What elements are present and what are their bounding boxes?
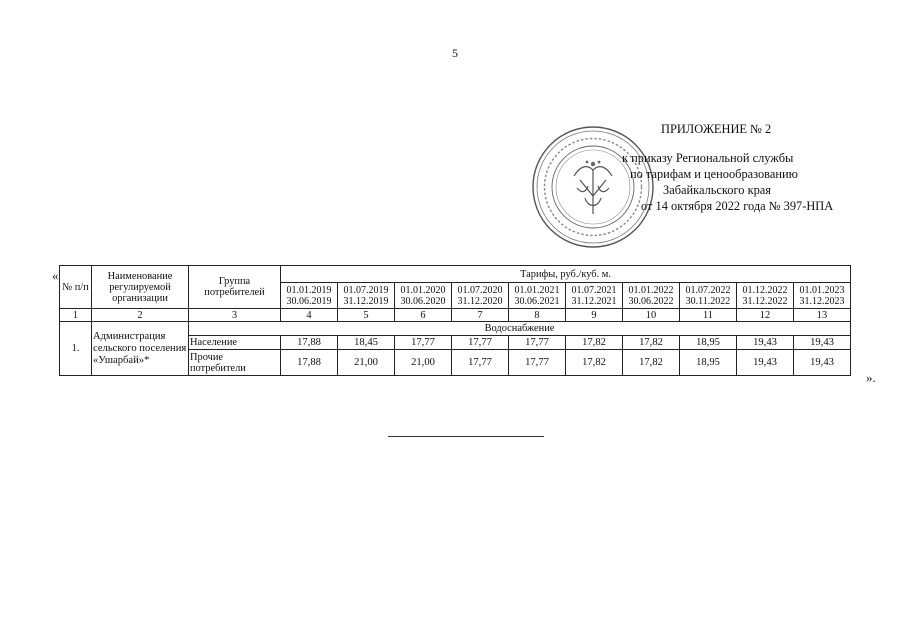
tariff-value: 21,00 <box>395 350 452 376</box>
appendix-line: от 14 октября 2022 года № 397-НПА <box>641 199 834 213</box>
tariff-value: 19,43 <box>794 336 851 350</box>
col-number: 3 <box>189 309 281 322</box>
page-number: 5 <box>452 46 458 60</box>
header-group: Группа потребителей <box>189 266 281 309</box>
period-cell: 01.01.2022 30.06.2022 <box>623 283 680 309</box>
tariff-value: 17,82 <box>623 336 680 350</box>
tariff-value: 17,88 <box>281 350 338 376</box>
footer-divider <box>388 436 544 437</box>
period-cell: 01.01.2021 30.06.2021 <box>509 283 566 309</box>
tariff-value: 18,95 <box>680 336 737 350</box>
col-number: 1 <box>60 309 92 322</box>
header-tariffs: Тарифы, руб./куб. м. <box>281 266 851 283</box>
col-number: 2 <box>92 309 189 322</box>
tariff-value: 17,77 <box>509 350 566 376</box>
period-cell: 01.01.2019 30.06.2019 <box>281 283 338 309</box>
tariff-value: 17,82 <box>623 350 680 376</box>
tariff-table <box>59 265 851 376</box>
tariff-value: 19,43 <box>794 350 851 376</box>
period-cell: 01.01.2023 31.12.2023 <box>794 283 851 309</box>
col-number: 6 <box>395 309 452 322</box>
opening-quote: « <box>52 268 59 283</box>
tariff-value: 19,43 <box>737 336 794 350</box>
consumer-group: Прочие потребители <box>189 350 281 376</box>
closing-quote: ». <box>866 370 876 385</box>
period-cell: 01.07.2020 31.12.2020 <box>452 283 509 309</box>
header-num: № п/п <box>60 266 92 309</box>
tariff-value: 18,45 <box>338 336 395 350</box>
period-cell: 01.07.2019 31.12.2019 <box>338 283 395 309</box>
col-number: 8 <box>509 309 566 322</box>
section-title: Водоснабжение <box>189 322 851 336</box>
period-cell: 01.01.2020 30.06.2020 <box>395 283 452 309</box>
tariff-value: 17,82 <box>566 336 623 350</box>
tariff-value: 17,77 <box>452 336 509 350</box>
appendix-title: ПРИЛОЖЕНИЕ № 2 <box>661 122 772 136</box>
tariff-value: 17,77 <box>509 336 566 350</box>
col-number: 7 <box>452 309 509 322</box>
col-number: 12 <box>737 309 794 322</box>
col-number: 10 <box>623 309 680 322</box>
tariff-value: 18,95 <box>680 350 737 376</box>
row-number: 1. <box>60 322 92 376</box>
appendix-header <box>622 121 872 214</box>
tariff-value: 17,82 <box>566 350 623 376</box>
tariff-value: 19,43 <box>737 350 794 376</box>
organization-name: Администрация сельского поселения «Ушарбай»* <box>92 322 189 376</box>
col-number: 4 <box>281 309 338 322</box>
appendix-line: Забайкальского края <box>663 183 771 197</box>
col-number: 9 <box>566 309 623 322</box>
period-cell: 01.07.2021 31.12.2021 <box>566 283 623 309</box>
col-number: 5 <box>338 309 395 322</box>
col-number: 13 <box>794 309 851 322</box>
col-number: 11 <box>680 309 737 322</box>
tariff-value: 17,77 <box>395 336 452 350</box>
tariff-value: 17,77 <box>452 350 509 376</box>
period-cell: 01.07.2022 30.11.2022 <box>680 283 737 309</box>
appendix-line: к приказу Региональной службы <box>622 151 794 165</box>
tariff-value: 21,00 <box>338 350 395 376</box>
header-org: Наименование регулируемой организации <box>92 266 189 309</box>
appendix-line: по тарифам и ценообразованию <box>630 167 798 181</box>
consumer-group: Население <box>189 336 281 350</box>
period-cell: 01.12.2022 31.12.2022 <box>737 283 794 309</box>
tariff-value: 17,88 <box>281 336 338 350</box>
